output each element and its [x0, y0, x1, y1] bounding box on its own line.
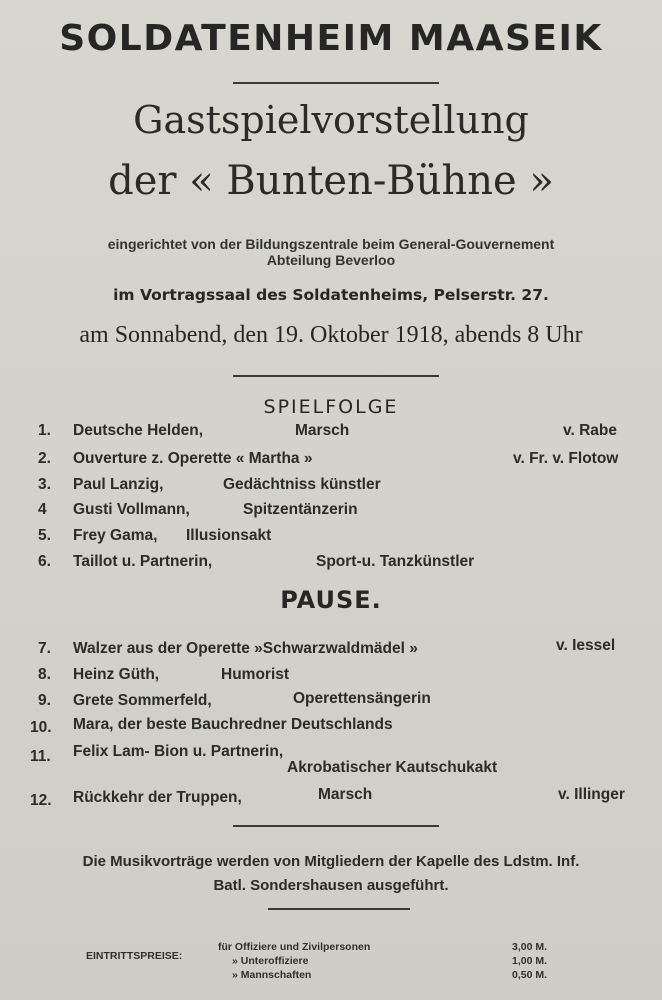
program-item-name: Walzer aus der Operette »Schwarzwaldmädel » [73, 640, 418, 657]
program-item-description: Humorist [221, 666, 290, 683]
organizer-block [0, 236, 662, 268]
price-value: 3,00 M. [512, 941, 548, 953]
program-item-name: Taillot u. Partnerin, [73, 553, 213, 570]
divider-music [233, 825, 439, 827]
program-item-name: Mara, der beste Bauchredner Deutschlands [73, 716, 393, 733]
divider-prices [268, 908, 410, 910]
program-item-number: 5. [38, 527, 51, 544]
program-item-number: 12. [30, 792, 52, 809]
program-item-description: Marsch [318, 786, 373, 803]
program-item-description: Marsch [295, 422, 350, 439]
program-item-number: 7. [38, 640, 51, 657]
program-item-name: Gusti Vollmann, [73, 501, 190, 518]
music-note-line-2: Batl. Sondershausen ausgeführt. [213, 877, 449, 894]
program-item-name: Paul Lanzig, [73, 476, 164, 493]
program-item-number: 9. [38, 692, 51, 709]
venue-line: im Vortragssaal des Soldatenheims, Pelserstr. 27. [113, 286, 549, 304]
program-item-number: 3. [38, 476, 51, 493]
organizer-line-1: eingerichtet von der Bildungszentrale beim General-Gouvernement [107, 236, 555, 252]
program-heading: SPIELFOLGE [263, 396, 399, 418]
program-item-number: 2. [38, 450, 51, 467]
program-item-number: 6. [38, 553, 51, 570]
program-item-number: 4 [38, 501, 47, 518]
program-item-description: Gedächtniss künstler [223, 476, 381, 493]
title-line-1: Gastspielvorstellung [133, 98, 529, 142]
price-category: für Offiziere und Zivilpersonen [218, 941, 371, 953]
pause-heading: PAUSE. [280, 586, 382, 614]
program-item-name: Frey Gama, [73, 527, 158, 544]
program-item-name: Rückkehr der Truppen, [73, 789, 242, 806]
admission-label: EINTRITTSPREISE: [86, 950, 183, 962]
poster-header: SOLDATENHEIM MAASEIK [59, 18, 603, 59]
program-item-name: Grete Sommerfeld, [73, 692, 212, 709]
program-item-number: 1. [38, 422, 51, 439]
program-item-description: Akrobatischer Kautschukakt [287, 759, 498, 776]
program-item-number: 8. [38, 666, 51, 683]
price-category: » Unteroffiziere [232, 955, 309, 967]
program-item-description: Spitzentänzerin [243, 501, 358, 518]
price-value: 0,50 M. [512, 969, 548, 981]
divider-top [233, 82, 439, 84]
price-value: 1,00 M. [512, 955, 548, 967]
program-item-composer: v. Iessel [556, 637, 616, 654]
organizer-line-2: Abteilung Beverloo [266, 252, 396, 268]
program-item-name: Felix Lam- Bion u. Partnerin, [73, 743, 284, 760]
music-note-line-1: Die Musikvorträge werden von Mitgliedern der Kapelle des Ldstm. Inf. [82, 853, 580, 870]
date-line: am Sonnabend, den 19. Oktober 1918, abends 8 Uhr [79, 322, 583, 348]
program-item-description: Illusionsakt [186, 527, 272, 544]
program-item-composer: v. Illinger [558, 786, 625, 803]
program-item-description: Operettensängerin [293, 690, 431, 707]
price-category: » Mannschaften [232, 969, 312, 981]
program-item-name: Heinz Güth, [73, 666, 160, 683]
program-item-description: Sport-u. Tanzkünstler [316, 553, 475, 570]
title-line-2: der « Bunten-Bühne » [108, 158, 554, 204]
program-item-number: 10. [30, 719, 52, 736]
program-item-number: 11. [30, 748, 51, 765]
music-note [0, 850, 662, 898]
divider-program [233, 375, 439, 377]
program-item-name: Deutsche Helden, [73, 422, 204, 439]
program-item-composer: v. Fr. v. Flotow [513, 450, 619, 467]
program-item-composer: v. Rabe [563, 422, 617, 439]
program-item-name: Ouverture z. Operette « Martha » [73, 450, 313, 467]
